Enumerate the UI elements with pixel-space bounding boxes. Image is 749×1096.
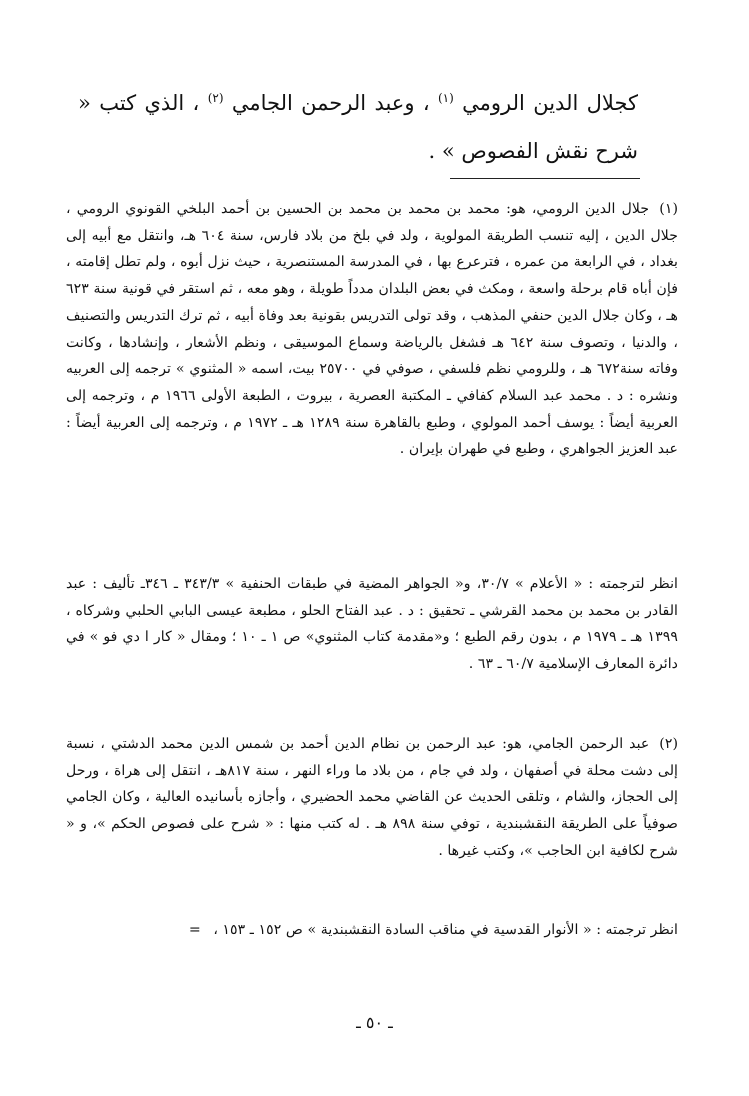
footnote-1: [66, 196, 678, 463]
main-text: [78, 74, 638, 175]
footnote-2-references-text: انظر ترجمته : « الأنوار القدسية في مناقب السادة النقشبندية » ص ١٥٢ ـ ١٥٣ ،: [213, 922, 678, 938]
page-number: ـ ٥٠ ـ: [356, 1013, 393, 1032]
footnote-ref-1: (١): [437, 91, 454, 105]
footnote-2: [66, 731, 678, 865]
footnote-2-text: عبد الرحمن الجامي، هو: عبد الرحمن بن نظام الدين أحمد بن شمس الدين محمد الدشتي ، نسبة إلى دشت محلة في أصفهان ، ولد في جام ، من بلاد ما وراء النهر ، سنة ٨١٧هـ ، انتقل إلى هراة ، ورحل إلى الحجاز، والشام ، وتلقى الحديث عن القاضي محمد الحضيري ، وأجازه بأسانيده العالية ، وكان الجامي صوفياً على الطريقة النقشبندية ، توفي سنة ٨٩٨ هـ . له كتب منها : « شرح على فصوص الحكم »، و « شرح لكافية ابن الحاجب »، وكتب غيرها .: [66, 736, 679, 859]
footnote-1-text: جلال الدين الرومي، هو: محمد بن محمد بن محمد بن الحسين بن أحمد البلخي القونوي الرومي ، جلال الدين ، إليه تنسب الطريقة المولوية ، ولد في بلخ من بلاد فارس، سنة ٦٠٤ هـ، وانتقل مع أبيه إلى بغداد ، في الرابعة من عمره ، فترعرع بها ، في المدرسة المستنصرية ، حيث نزل أبوه ، ولم تطل إقامته ، فإن أباه قام برحلة واسعة ، ومكث في بعض البلدان مدداً طويلة ، وهو معه ، ثم استقر في قونية سنة ٦٢٣ هـ ، وكان جلال الدين حنفي المذهب ، وقد تولى التدريس بقونية بعد وفاة أبيه ، ثم ترك التدريس والتصنيف ، والدنيا ، وتصوف سنة ٦٤٢ هـ فشغل بالرياضة وسماع الموسيقى ، ونظم الأشعار ، وإنشادها ، وكانت وفاته سنة٦٧٢ هـ ، وللرومي نظم فلسفي ، صوفي في ٢٥٧٠٠ بيت، اسمه « المثنوي » ترجمه إلى العربيه ونشره : د . محمد عبد السلام كفافي ـ المكتبة العصرية ، بيروت ، الطبعة الأولى ١٩٦٦ م ، وترجمه إلى العربية أيضاً : يوسف أحمد المولوي ، وطبع بالقاهرة سنة ١٢٨٩ هـ ـ ١٩٧٢ م ، وترجمه إلى العربية أيضاً : عبد العزيز الجواهري ، وطبع في طهران بإيران .: [66, 201, 679, 458]
footnote-1-references: انظر لترجمته : « الأعلام » ٣٠/٧، و« الجواهر المضية في طبقات الحنفية » ٣٤٣/٣ ـ ٣٤٦ـ تأليف : عبد القادر بن محمد بن محمد القرشي ـ تحقيق : د . عبد الفتاح الحلو ، مطبعة عيسى البابي الحلبي وشركاه ، ١٣٩٩ هـ ـ ١٩٧٩ م ، بدون رقم الطبع ؛ و«مقدمة كتاب المثنوي» ص ١ ـ ١٠ ؛ ومقال « كار ا دي فو » في دائرة المعارف الإسلامية ٦٠/٧ ـ ٦٣ .: [66, 576, 678, 673]
footnote-ref-2: (٢): [207, 91, 224, 105]
footnote-2-number: (٢): [659, 736, 679, 752]
footnote-2-references: [66, 917, 706, 944]
main-text-part-1: كجلال الدين الرومي: [462, 91, 638, 115]
footnote-1-number: (١): [659, 201, 679, 217]
footnote-separator: [450, 178, 640, 179]
main-text-part-3: ، الذي كتب « شرح نقش الفصوص » .: [78, 91, 638, 163]
continuation-mark: =: [188, 922, 201, 938]
main-text-part-2: ، وعبد الرحمن الجامي: [231, 91, 430, 115]
